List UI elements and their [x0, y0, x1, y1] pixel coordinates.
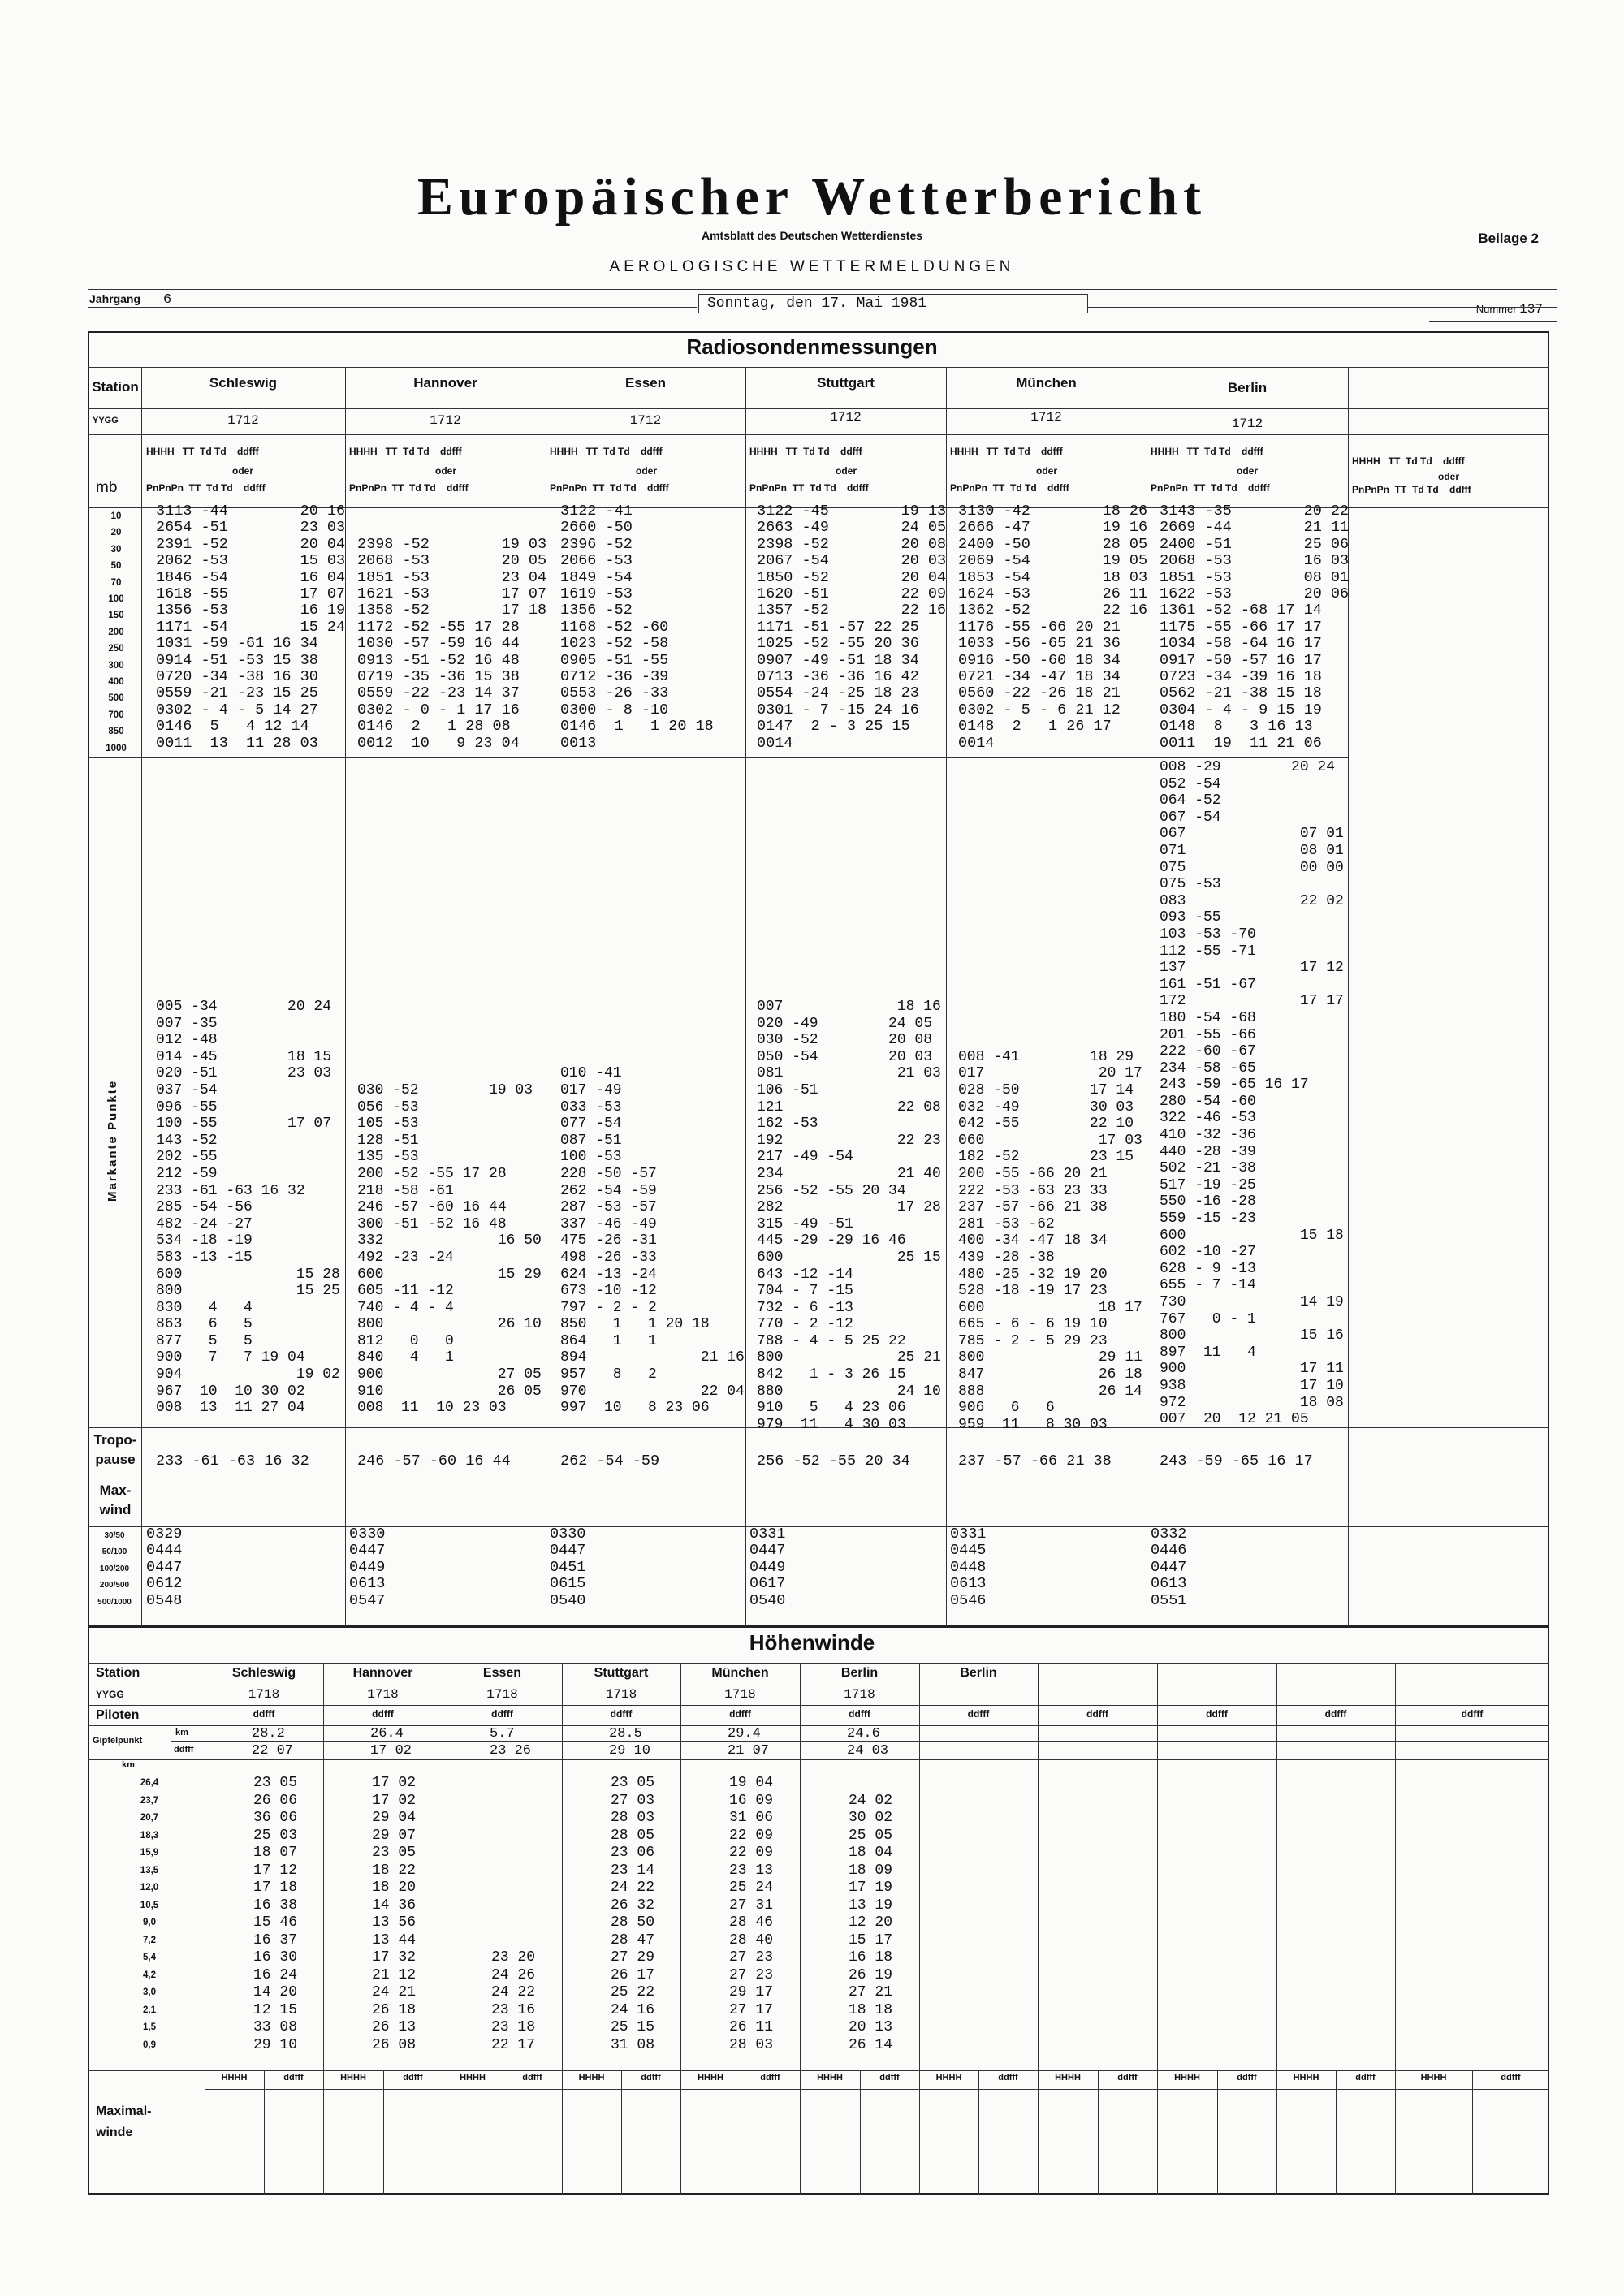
- level-label: 30: [110, 544, 122, 555]
- hw-level-label: 13,5: [140, 1865, 159, 1875]
- hw-level-label: 5,4: [143, 1953, 156, 1962]
- level-label: 200: [108, 627, 124, 637]
- hw-level-label: 2,1: [143, 2005, 156, 2015]
- rule: [800, 1663, 801, 2195]
- ddfff-header: ddfff: [522, 2073, 542, 2082]
- marked-hannover: 030 -52 19 03 056 -53 105 -53 128 -51 135 -53 200 -52 -55 17 28 218 -58 -61 246 -57 -60 16 44 300 -51 -52 16 48 332 16 50 492 -23 -24 600 15 29 605 -11 -12 740 - 4 - 4 800 26 10 812 0 0 840 4 1 900 27 05 910 26 05 008 11 10 23 03: [357, 1081, 542, 1417]
- maxwind-level: 50/100: [102, 1547, 127, 1557]
- maxwind-level: 200/500: [99, 1581, 130, 1590]
- marked-berlin: 008 -29 20 24 052 -54 064 -52 067 -54 067 07 01 071 08 01 075 00 00 075 -53 083 22 02 093 -55 103 -53 -70 112 -55 -71 137 17 12 161 -51 -67 172 17 17 180 -54 -68 201 -55 -66 222 -60 -67 234 -58 -65 243 -59 -65 16 17 280 -54 -60 322 -46 -53 410 -32 -36 440 -28 -39 502 -21 -38 517 -19 -25 550 -16 -28 559 -15 -23 600 15 18 602 -10 -27 628 - 9 -13 655 - 7 -14 730 14 19 767 0 - 1 800 15 16 897 11 4 900 17 11 938 17 10 972 18 08 007 20 12 21 05: [1160, 759, 1344, 1428]
- rule: [88, 1705, 1549, 1706]
- std-stuttgart: 3122 -45 19 13 2663 -49 24 05 2398 -52 20 08 2067 -54 20 03 1850 -52 20 04 1620 -51 22 09 1357 -52 22 16 1171 -51 -57 22 25 1025 -52 -55 20 36 0907 -49 -51 18 34 0713 -36 -36 16 42 0554 -24 -25 18 23 0301 - 7 -15 24 16 0147 2 - 3 25 15 0014: [757, 503, 947, 752]
- colhdr-top-6: HHHH TT Td Td ddfff: [1151, 446, 1263, 457]
- gipfel-km-hannover: 26.4: [370, 1726, 404, 1741]
- hw-ddfff-7: ddfff: [967, 1708, 990, 1720]
- hw-level-label: 4,2: [143, 1970, 156, 1980]
- maxwind-schleswig: 0329 0444 0447 0612 0548: [146, 1526, 183, 1609]
- station-schleswig: Schleswig: [209, 375, 278, 391]
- hw-yygg-essen: 1718: [486, 1687, 518, 1702]
- tropo-hannover: 246 -57 -60 16 44: [357, 1452, 511, 1470]
- hhhh-header: HHHH: [578, 2073, 605, 2082]
- hw-ddfff-4: ddfff: [610, 1708, 633, 1720]
- rule: [1395, 1663, 1396, 2195]
- jahrgang: [89, 292, 171, 308]
- gipfel-dd-schleswig: 22 07: [252, 1743, 294, 1759]
- hw-yygg-berlin: 1718: [844, 1687, 875, 1702]
- hw-ddfff-5: ddfff: [729, 1708, 751, 1720]
- hw-yygg-stuttgart: 1718: [605, 1687, 637, 1702]
- rule: [88, 367, 1549, 368]
- rule: [88, 1725, 1549, 1726]
- colhdr-mid-7: oder: [1438, 471, 1460, 482]
- gipfel-dd-berlin: 24 03: [847, 1743, 889, 1759]
- std-essen: 3122 -41 2660 -50 2396 -52 2066 -53 1849 -54 1619 -53 1356 -52 1168 -52 -60 1023 -52 -58 0905 -51 -55 0712 -36 -39 0553 -26 -33 0300 - 8 -10 0146 1 1 20 18 0013: [560, 503, 714, 752]
- maxwind-hannover: 0330 0447 0449 0613 0547: [349, 1526, 386, 1609]
- hw-level-label: 26,4: [140, 1778, 159, 1788]
- hhhh-header: HHHH: [817, 2073, 843, 2082]
- station-essen: Essen: [624, 375, 667, 391]
- markante-punkte-label: Markante Punkte: [106, 1079, 119, 1202]
- colhdr-mid-3: oder: [636, 465, 658, 477]
- rule: [88, 1663, 1549, 1664]
- rule: [621, 2070, 622, 2195]
- rule: [919, 1663, 920, 2195]
- hw-station-label: Station: [96, 1666, 140, 1680]
- level-label: 850: [108, 727, 124, 737]
- nummer: [1476, 302, 1543, 317]
- ddfff-header: ddfff: [1501, 2073, 1521, 2082]
- hw-ddfff-10: ddfff: [1324, 1708, 1347, 1720]
- colhdr-bot-5: PnPnPn TT Td Td ddfff: [950, 482, 1069, 494]
- colhdr-mid-6: oder: [1237, 465, 1259, 477]
- marked-muenchen: 008 -41 18 29 017 20 17 028 -50 17 14 032 -49 30 03 042 -55 22 10 060 17 03 182 -52 23 15 200 -55 -66 20 21 222 -53 -63 23 33 237 -57 -66 21 38 281 -53 -62 400 -34 -47 18 34 439 -28 -38 480 -25 -32 19 20 528 -18 -19 17 23 600 18 17 665 - 6 - 6 19 10 785 - 2 - 5 29 23 800 29 11 847 26 18 888 26 14 906 6 6 959 11 8 30 03: [958, 1048, 1142, 1433]
- tropo-schleswig: 233 -61 -63 16 32: [156, 1452, 309, 1470]
- beilage-label: Beilage 2: [1478, 231, 1539, 246]
- colhdr-mid-2: oder: [435, 465, 457, 477]
- hhhh-header: HHHH: [1055, 2073, 1081, 2082]
- hw-ddfff-1: ddfff: [253, 1708, 275, 1720]
- rule: [860, 2070, 861, 2195]
- level-label: 20: [110, 528, 122, 538]
- rule: [383, 2070, 384, 2195]
- hw-levels-km: km: [122, 1760, 135, 1770]
- colhdr-bot-1: PnPnPn TT Td Td ddfff: [146, 482, 266, 494]
- gipfel-dd-essen: 23 26: [490, 1743, 532, 1759]
- station-muenchen: München: [1016, 375, 1077, 391]
- marked-schleswig: 005 -34 20 24 007 -35 012 -48 014 -45 18 15 020 -51 23 03 037 -54 096 -55 100 -55 17 07 143 -52 202 -55 212 -59 233 -61 -63 16 32 285 -54 -56 482 -24 -27 534 -18 -19 583 -13 -15 600 15 28 800 15 25 830 4 4 863 6 5 877 5 5 900 7 7 19 04 904 19 02 967 10 10 30 02 008 13 11 27 04: [156, 999, 340, 1417]
- hw-yygg-muenchen: 1718: [724, 1687, 756, 1702]
- colhdr-mid-4: oder: [836, 465, 857, 477]
- hw-gipfel-ddfff: ddfff: [174, 1745, 194, 1754]
- gipfel-km-stuttgart: 28.5: [609, 1726, 642, 1741]
- station-berlin: Berlin: [1227, 380, 1268, 395]
- hw-col-hannover: 17 02 17 02 29 04 29 07 23 05 18 22 18 20 14 36 13 56 13 44 17 32 21 12 24 21 26 18 26 13 26 08: [372, 1775, 417, 2053]
- rule: [562, 1663, 563, 2195]
- hw-station-berlin-2: Berlin: [960, 1666, 997, 1680]
- rule: [141, 367, 142, 1626]
- header-rule-4: [1429, 321, 1557, 322]
- yygg-label: YYGG: [93, 416, 119, 425]
- hw-col-schleswig: 23 05 26 06 36 06 25 03 18 07 17 12 17 18 16 38 15 46 16 37 16 30 16 24 14 20 12 15 33 08 29 10: [253, 1775, 298, 2053]
- hw-station-schleswig: Schleswig: [231, 1666, 296, 1680]
- ddfff-header: ddfff: [641, 2073, 661, 2082]
- hw-level-label: 7,2: [143, 1935, 156, 1945]
- station-hannover: Hannover: [413, 375, 477, 391]
- rule: [88, 1526, 1549, 1527]
- hw-col-stuttgart: 23 05 27 03 28 03 28 05 23 06 23 14 24 22 26 32 28 50 28 47 27 29 26 17 25 22 24 16 25 15 31 08: [611, 1775, 655, 2053]
- station-stuttgart: Stuttgart: [817, 375, 875, 391]
- level-label: 250: [108, 644, 124, 654]
- gipfel-km-muenchen: 29.4: [728, 1726, 761, 1741]
- std-hannover: 2398 -52 19 03 2068 -53 20 05 1851 -53 23 04 1621 -53 17 07 1358 -52 17 18 1172 -52 -55 17 28 1030 -57 -59 16 44 0913 -51 -52 16 48 0719 -35 -36 15 38 0559 -22 -23 14 37 0302 - 0 - 1 17 16 0146 2 1 28 08 0012 10 9 23 04: [357, 535, 547, 752]
- hoehenwinde-title: Höhenwinde: [749, 1630, 875, 1655]
- yygg-muenchen: 1712: [1030, 410, 1062, 425]
- nummer-label: Nummer: [1475, 303, 1517, 315]
- yygg-stuttgart: 1712: [830, 410, 862, 425]
- hhhh-header: HHHH: [1420, 2073, 1447, 2082]
- ddfff-header: ddfff: [879, 2073, 900, 2082]
- gipfel-dd-hannover: 17 02: [370, 1743, 412, 1759]
- colhdr-top-7: HHHH TT Td Td ddfff: [1352, 455, 1465, 467]
- maximalwinde-label: Maximal- winde: [96, 2104, 152, 2139]
- hhhh-header: HHHH: [935, 2073, 962, 2082]
- hw-station-hannover: Hannover: [352, 1666, 413, 1680]
- maxwind-essen: 0330 0447 0451 0615 0540: [550, 1526, 586, 1609]
- gipfel-dd-stuttgart: 29 10: [609, 1743, 651, 1759]
- hw-level-label: 23,7: [140, 1795, 159, 1806]
- maxwind-label: Max- wind: [99, 1482, 132, 1517]
- colhdr-top-4: HHHH TT Td Td ddfff: [749, 446, 862, 457]
- hw-level-label: 15,9: [140, 1848, 159, 1858]
- colhdr-bot-4: PnPnPn TT Td Td ddfff: [749, 482, 869, 494]
- header-rule-2: [88, 307, 697, 308]
- level-label: 70: [110, 577, 122, 588]
- colhdr-top-3: HHHH TT Td Td ddfff: [550, 446, 663, 457]
- rule: [946, 367, 947, 1626]
- std-schleswig: 3113 -44 20 16 2654 -51 23 03 2391 -52 20 04 2062 -53 15 03 1846 -54 16 04 1618 -55 17 07 1356 -53 16 19 1171 -54 15 24 1031 -59 -61 16 34 0914 -51 -53 15 38 0720 -34 -38 16 30 0559 -21 -23 15 25 0302 - 4 - 5 14 27 0146 5 4 12 14 0011 13 11 28 03: [156, 503, 346, 752]
- rule: [978, 2070, 979, 2195]
- std-muenchen: 3130 -42 18 26 2666 -47 19 16 2400 -50 28 05 2069 -54 19 05 1853 -54 18 03 1624 -53 26 11 1362 -52 22 16 1176 -55 -66 20 21 1033 -56 -65 21 36 0916 -50 -60 18 34 0721 -34 -47 18 34 0560 -22 -26 18 21 0302 - 5 - 6 21 12 0148 2 1 26 17 0014: [958, 503, 1148, 752]
- level-label: 10: [110, 511, 122, 521]
- colhdr-mid-1: oder: [232, 465, 254, 477]
- level-label: 300: [108, 660, 124, 671]
- rule: [264, 2070, 265, 2195]
- tropo-muenchen: 237 -57 -66 21 38: [958, 1452, 1112, 1470]
- rule: [323, 1663, 324, 2195]
- colhdr-top-1: HHHH TT Td Td ddfff: [146, 446, 259, 457]
- rule: [88, 1759, 1549, 1760]
- ddfff-header: ddfff: [1355, 2073, 1376, 2082]
- maxwind-level: 500/1000: [97, 1597, 132, 1607]
- hw-level-label: 20,7: [140, 1813, 159, 1823]
- rule: [1276, 1663, 1277, 2195]
- colhdr-bot-2: PnPnPn TT Td Td ddfff: [349, 482, 469, 494]
- hw-ddfff-9: ddfff: [1206, 1708, 1228, 1720]
- yygg-hannover: 1712: [430, 413, 461, 428]
- level-label: 1000: [106, 743, 127, 753]
- ddfff-header: ddfff: [998, 2073, 1018, 2082]
- nummer-value: 137: [1519, 302, 1543, 317]
- date-box: Sonntag, den 17. Mai 1981: [698, 294, 1088, 313]
- hw-station-stuttgart: Stuttgart: [594, 1666, 649, 1680]
- header-rule: [88, 289, 1557, 290]
- hw-ddfff-6: ddfff: [849, 1708, 870, 1720]
- hw-level-label: 1,5: [143, 2022, 156, 2032]
- gipfel-km-schleswig: 28.2: [252, 1726, 285, 1741]
- gipfel-km-berlin: 24.6: [847, 1726, 880, 1741]
- colhdr-bot-7: PnPnPn TT Td Td ddfff: [1352, 484, 1471, 495]
- publisher-line: Amtsblatt des Deutschen Wetterdienstes: [701, 229, 923, 242]
- rule: [345, 367, 346, 1626]
- hw-ddfff-11: ddfff: [1461, 1708, 1484, 1720]
- level-label: 100: [108, 594, 124, 605]
- gipfel-km-essen: 5.7: [490, 1726, 515, 1741]
- hw-level-label: 9,0: [143, 1918, 156, 1927]
- hw-col-essen: 23 20 24 26 24 22 23 16 23 18 22 17: [491, 1949, 536, 2053]
- hw-ddfff-3: ddfff: [491, 1708, 513, 1720]
- rule: [88, 2070, 1549, 2071]
- hw-yygg-schleswig: 1718: [248, 1687, 280, 1702]
- hw-level-labels: [109, 1775, 190, 2054]
- rule: [88, 434, 1549, 435]
- hw-level-label: 12,0: [140, 1883, 159, 1892]
- jahrgang-value: 6: [163, 292, 172, 308]
- hw-ddfff-2: ddfff: [372, 1708, 394, 1720]
- maximalwinde-header-row: [205, 2073, 1549, 2082]
- std-berlin: 3143 -35 20 22 2669 -44 21 11 2400 -51 25 06 2068 -53 16 03 1851 -53 08 01 1622 -53 20 06 1361 -52 -68 17 14 1175 -55 -66 17 17 1034 -58 -64 16 17 0917 -50 -57 16 17 0723 -34 -39 16 18 0562 -21 -38 15 18 0304 - 4 - 9 15 19 0148 8 3 16 13 0011 19 11 21 06: [1160, 503, 1350, 752]
- maxwind-muenchen: 0331 0445 0448 0613 0546: [950, 1526, 987, 1609]
- level-labels: [91, 508, 141, 757]
- hw-col-muenchen: 19 04 16 09 31 06 22 09 22 09 23 13 25 24 27 31 28 46 28 40 27 23 27 23 29 17 27 17 26 11 28 03: [729, 1775, 774, 2053]
- station-label: Station: [92, 379, 139, 395]
- hw-col-berlin: 24 02 30 02 25 05 18 04 18 09 17 19 13 19 12 20 15 17 16 18 26 19 27 21 18 18 20 13 26 14: [849, 1792, 893, 2053]
- rule: [1336, 2070, 1337, 2195]
- colhdr-top-2: HHHH TT Td Td ddfff: [349, 446, 462, 457]
- level-label: 400: [108, 677, 124, 688]
- rule: [1472, 2070, 1473, 2195]
- ddfff-header: ddfff: [1117, 2073, 1138, 2082]
- rule: [1157, 1663, 1158, 2195]
- hw-level-label: 3,0: [143, 1987, 156, 1997]
- tropopause-label: Tropo- pause: [93, 1432, 137, 1467]
- hw-level-label: 18,3: [140, 1830, 159, 1841]
- hw-gipfel-label: Gipfelpunkt: [93, 1736, 143, 1746]
- marked-stuttgart: 007 18 16 020 -49 24 05 030 -52 20 08 050 -54 20 03 081 21 03 106 -51 121 22 08 162 -53 192 22 23 217 -49 -54 234 21 40 256 -52 -55 20 34 282 17 28 315 -49 -51 445 -29 -29 16 46 600 25 15 643 -12 -14 704 - 7 -15 732 - 6 -13 770 - 2 -12 788 - 4 - 5 25 22 800 25 21 842 1 - 3 26 15 880 24 10 910 5 4 23 06 979 11 4 30 03: [757, 999, 941, 1433]
- mb-label: mb: [96, 479, 118, 496]
- tropo-stuttgart: 256 -52 -55 20 34: [757, 1452, 910, 1470]
- hw-yygg-label: YYGG: [96, 1689, 124, 1700]
- level-label: 150: [108, 611, 124, 621]
- radiosonde-title: Radiosondenmessungen: [686, 334, 938, 359]
- rule: [205, 2089, 1549, 2090]
- hw-station-essen: Essen: [482, 1666, 522, 1680]
- header-rule-3: [1088, 307, 1557, 308]
- level-label: 500: [108, 693, 124, 704]
- rule: [1217, 2070, 1218, 2195]
- hw-gipfel-km: km: [175, 1728, 188, 1737]
- hw-ddfff-8: ddfff: [1086, 1708, 1108, 1720]
- hw-station-muenchen: München: [711, 1666, 769, 1680]
- hhhh-header: HHHH: [221, 2073, 248, 2082]
- hhhh-header: HHHH: [1174, 2073, 1200, 2082]
- tropo-berlin: 243 -59 -65 16 17: [1160, 1452, 1313, 1470]
- hw-piloten-label: Piloten: [96, 1708, 140, 1722]
- hhhh-header: HHHH: [698, 2073, 723, 2082]
- yygg-schleswig: 1712: [227, 413, 259, 428]
- rule: [1098, 2070, 1099, 2195]
- gipfel-dd-muenchen: 21 07: [728, 1743, 770, 1759]
- level-label: 700: [108, 710, 124, 720]
- level-label: 50: [110, 561, 122, 572]
- tropo-essen: 262 -54 -59: [560, 1452, 660, 1470]
- colhdr-top-5: HHHH TT Td Td ddfff: [950, 446, 1063, 457]
- ddfff-header: ddfff: [760, 2073, 780, 2082]
- maxwind-level: 100/200: [99, 1564, 130, 1573]
- maxwind-stuttgart: 0331 0447 0449 0617 0540: [749, 1526, 786, 1609]
- hhhh-header: HHHH: [1293, 2073, 1320, 2082]
- ddfff-header: ddfff: [403, 2073, 423, 2082]
- rule: [680, 1663, 681, 2195]
- marked-essen: 010 -41 017 -49 033 -53 077 -54 087 -51 100 -53 228 -50 -57 262 -54 -59 287 -53 -57 337 -46 -49 475 -26 -31 498 -26 -33 624 -13 -24 673 -10 -12 797 - 2 - 2 850 1 1 20 18 864 1 1 894 21 16 957 8 2 970 22 04 997 10 8 23 06: [560, 1065, 745, 1417]
- ddfff-header: ddfff: [1237, 2073, 1257, 2082]
- page-title: Europäischer Wetterbericht: [417, 167, 1207, 227]
- maxwind-level: 30/50: [104, 1531, 125, 1540]
- yygg-berlin: 1712: [1231, 416, 1263, 431]
- rule: [1038, 1663, 1039, 2195]
- hhhh-header: HHHH: [460, 2073, 486, 2082]
- ddfff-header: ddfff: [283, 2073, 304, 2082]
- hw-level-label: 0,9: [143, 2039, 156, 2050]
- yygg-essen: 1712: [629, 413, 662, 428]
- colhdr-bot-3: PnPnPn TT Td Td ddfff: [550, 482, 669, 494]
- maxwind-levels: [89, 1528, 140, 1611]
- jahrgang-label: Jahrgang: [89, 292, 141, 305]
- hw-station-berlin: Berlin: [840, 1666, 879, 1680]
- maximalwinde-headers: [205, 2073, 1549, 2082]
- hw-level-label: 10,5: [140, 1900, 159, 1910]
- colhdr-bot-6: PnPnPn TT Td Td ddfff: [1151, 482, 1270, 494]
- colhdr-mid-5: oder: [1036, 465, 1058, 477]
- hhhh-header: HHHH: [340, 2073, 366, 2082]
- section-subtitle: AEROLOGISCHE WETTERMELDUNGEN: [609, 258, 1015, 275]
- maxwind-berlin: 0332 0446 0447 0613 0551: [1151, 1526, 1187, 1609]
- rule: [88, 757, 1348, 758]
- hw-yygg-hannover: 1718: [367, 1687, 399, 1702]
- rule: [745, 367, 746, 1626]
